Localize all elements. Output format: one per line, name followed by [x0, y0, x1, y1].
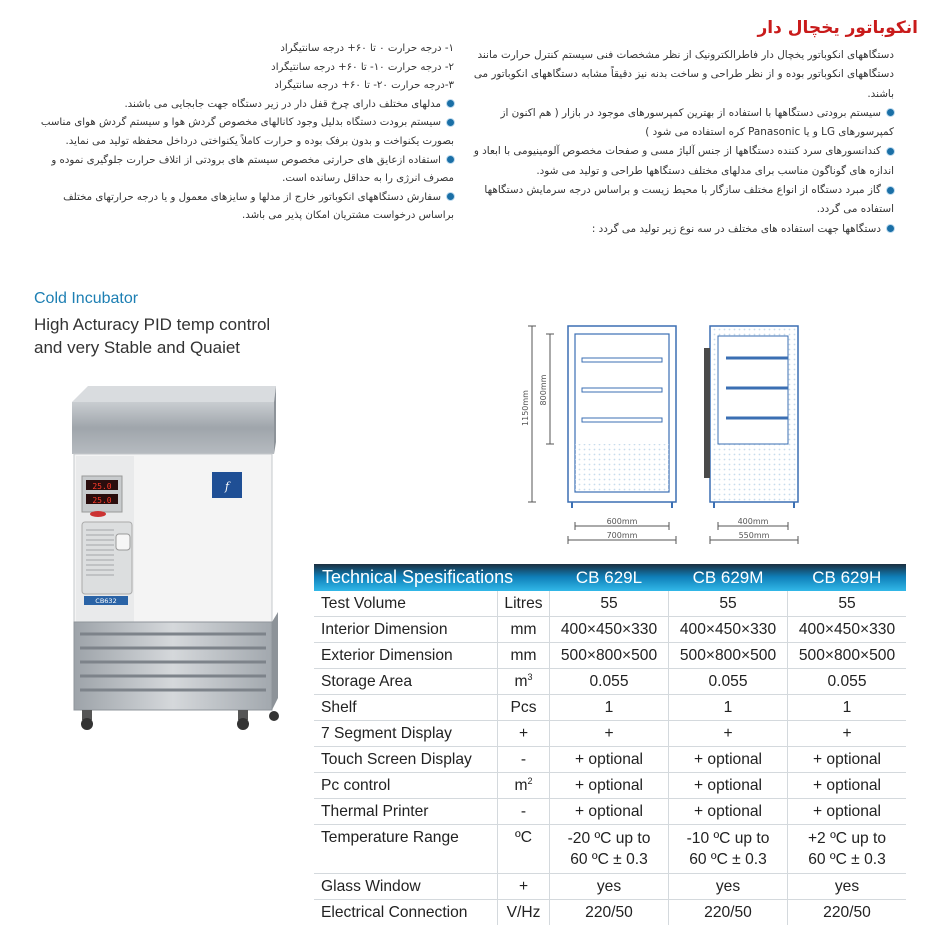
temp-range-line: ۳-درجه حرارت ۲۰- تا ۶۰+ درجه سانتیگراد	[274, 80, 454, 92]
spec-header-model: CB 629L	[550, 564, 669, 591]
spec-value: 220/50	[823, 903, 871, 921]
spec-unit: $m^2$	[498, 773, 550, 799]
dim-inner-height: 800mm	[539, 374, 548, 406]
spec-value: -10 ºC up to 60 ºC ± 0.3	[669, 825, 788, 874]
table-row	[314, 643, 906, 669]
spec-value: 500×800×500	[669, 643, 788, 669]
spec-label: 7 Segment Display	[314, 721, 498, 747]
spec-value: 500×800×500	[550, 643, 669, 669]
spec-header-model: CB 629M	[669, 564, 788, 591]
table-row	[314, 617, 906, 643]
dim-front-outer-width: 700mm	[606, 531, 638, 540]
left-bullet: سیستم برودت دستگاه بدلیل وجود کانالهای مخصوص گردش هوا و سیستم گردش هوای مناسب بصورت یکنواخت و بدون برفک بوده و حرارت کاملاً یکنواختی درداخل محفظه تولید می نماید.	[40, 117, 454, 147]
spec-value: 1	[669, 695, 788, 721]
spec-value: 220/50	[550, 900, 669, 926]
spec-value: 55	[788, 591, 907, 617]
table-row	[314, 825, 906, 874]
spec-value: +	[788, 721, 907, 747]
left-bullet: استفاده ازعایق های حرارتی مخصوص سیستم های برودتی از اتلاف حرارت جلوگیری نموده و مصرف انرژی را به حداقل رسانده است.	[51, 154, 454, 185]
model-tag: CB632	[95, 597, 117, 605]
bullet-icon	[447, 193, 454, 200]
spec-value: 55	[669, 591, 788, 617]
spec-label: Interior Dimension	[314, 617, 498, 643]
spec-header-row	[314, 564, 906, 591]
spec-value: 1	[550, 695, 669, 721]
spec-value: + optional	[788, 799, 907, 825]
spec-unit: -	[498, 747, 550, 773]
spec-value: 0.055	[669, 669, 788, 695]
bullet-icon	[887, 225, 894, 232]
spec-value: + optional	[788, 747, 907, 773]
bullet-icon	[447, 119, 454, 126]
spec-table	[314, 564, 906, 925]
spec-unit: ºC	[498, 825, 550, 874]
spec-value: + optional	[550, 773, 669, 799]
spec-label: Glass Window	[314, 874, 498, 900]
spec-label: Electrical Connection	[314, 900, 498, 926]
side-view	[704, 326, 798, 544]
product-tagline: High Acturacy PID temp control and very Stable and Quaiet	[34, 315, 271, 357]
spec-value: 0.055	[550, 669, 669, 695]
spec-unit: +	[498, 721, 550, 747]
spec-unit: mm	[498, 617, 550, 643]
left-bullet: سفارش دستگاههای انکوباتور خارج از مدلها و سایزهای معمول و یا درجه حرارتهای مختلف براساس درخواست مشتریان امکان پذیر می باشد.	[63, 191, 454, 222]
spec-label: Shelf	[314, 695, 498, 721]
spec-label: Touch Screen Display	[314, 747, 498, 773]
spec-header-title: Technical Spesifications	[314, 564, 550, 591]
dim-side-outer-width: 550mm	[738, 531, 770, 540]
spec-value: + optional	[550, 799, 669, 825]
spec-value: 400×450×330	[550, 617, 669, 643]
spec-value: + optional	[669, 747, 788, 773]
spec-unit: V/Hz	[498, 900, 550, 926]
spec-value: 1	[788, 695, 907, 721]
dimension-diagram	[518, 318, 808, 548]
spec-value: 0.055	[788, 669, 907, 695]
dim-side-inner-width: 400mm	[737, 517, 769, 526]
dim-front-inner-width: 600mm	[606, 517, 638, 526]
spec-value: + optional	[669, 799, 788, 825]
spec-label: Thermal Printer	[314, 799, 498, 825]
table-row	[314, 773, 906, 799]
spec-label: Test Volume	[314, 591, 498, 617]
spec-value: +	[669, 721, 788, 747]
incubator-product-image	[62, 372, 290, 732]
spec-unit: -	[498, 799, 550, 825]
spec-value: +	[550, 721, 669, 747]
table-row	[314, 799, 906, 825]
spec-value: 500×800×500	[788, 643, 907, 669]
spec-unit: Litres	[498, 591, 550, 617]
spec-value: yes	[788, 874, 907, 900]
table-row	[314, 591, 906, 617]
spec-unit: +	[498, 874, 550, 900]
persian-right-column	[466, 46, 894, 239]
bullet-icon	[887, 109, 894, 116]
spec-label: Exterior Dimension	[314, 643, 498, 669]
display-readout-2: 25.0	[92, 496, 112, 505]
dim-total-height: 1150mm	[521, 390, 530, 426]
table-row	[314, 874, 906, 900]
left-bullet: مدلهای مختلف دارای چرخ قفل دار در زیر دستگاه جهت جابجایی می باشند.	[34, 96, 454, 115]
bullet-icon	[447, 156, 454, 163]
table-row	[314, 721, 906, 747]
spec-unit: $m^3$	[498, 669, 550, 695]
spec-value: +2 ºC up to 60 ºC ± 0.3	[788, 825, 907, 874]
table-row	[314, 747, 906, 773]
display-readout-1: 25.0	[92, 482, 112, 491]
spec-value: + optional	[788, 773, 907, 799]
spec-value: 400×450×330	[669, 617, 788, 643]
spec-label: Pc control	[314, 773, 498, 799]
spec-value: 400×450×330	[788, 617, 907, 643]
right-bullet: سیستم برودتی دستگاهها با استفاده از بهترین کمپرسورهای موجود در بازار ( هم اکنون از کمپرسورهای LG و یا Panasonic کره استفاده می شود )	[500, 106, 894, 139]
spec-label: Temperature Range	[314, 825, 498, 874]
svg-text:f: f	[224, 480, 230, 493]
front-view	[521, 326, 676, 544]
spec-unit: mm	[498, 643, 550, 669]
intro-paragraph: دستگاههای انکوباتور یخچال دار فاطرالکترونیک از نظر مشخصات فنی سیستم کنترل حرارت مانند دستگاههای انکوباتور بوده و از نظر طراحی و ساخت بدنه نیز دقیقاً مشابه دستگاههای انکوباتور می باشند.	[473, 49, 894, 100]
persian-title: انکوباتور یخچال دار	[757, 18, 918, 38]
persian-left-column	[34, 40, 454, 226]
bullet-icon	[447, 100, 454, 107]
right-bullet: گاز مبرد دستگاه از انواع مختلف سازگار با محیط زیست و براساس درجه سرمایش دستگاهها استفاده می گردد.	[484, 184, 894, 216]
table-row	[314, 695, 906, 721]
spec-value: yes	[550, 874, 669, 900]
right-bullet: کندانسورهای سرد کننده دستگاهها از جنس آلیاژ مسی و صفحات مخصوص آلومینیومی با ابعاد و اندازه های گوناگون مناسب برای مدلهای مختلف دستگاهها طراحی و تولید می شود.	[473, 145, 894, 177]
spec-value: 220/50	[669, 900, 788, 926]
spec-header-model: CB 629H	[788, 564, 907, 591]
right-bullet: دستگاهها جهت استفاده های مختلف در سه نوع زیر تولید می گردد :	[466, 220, 894, 239]
temp-range-line: ۱- درجه حرارت ۰ تا ۶۰+ درجه سانتیگراد	[280, 43, 454, 54]
table-row	[314, 669, 906, 695]
spec-value: 55	[550, 591, 669, 617]
bullet-icon	[887, 148, 894, 155]
spec-value: + optional	[669, 773, 788, 799]
product-name: Cold Incubator	[34, 290, 139, 307]
temp-range-line: ۲- درجه حرارت ۱۰- تا ۶۰+ درجه سانتیگراد	[271, 61, 454, 73]
spec-value: + optional	[550, 747, 669, 773]
spec-value: -20 ºC up to 60 ºC ± 0.3	[550, 825, 669, 874]
spec-value: yes	[669, 874, 788, 900]
bullet-icon	[887, 187, 894, 194]
spec-unit: Pcs	[498, 695, 550, 721]
spec-label: Storage Area	[314, 669, 498, 695]
table-row	[314, 900, 906, 926]
